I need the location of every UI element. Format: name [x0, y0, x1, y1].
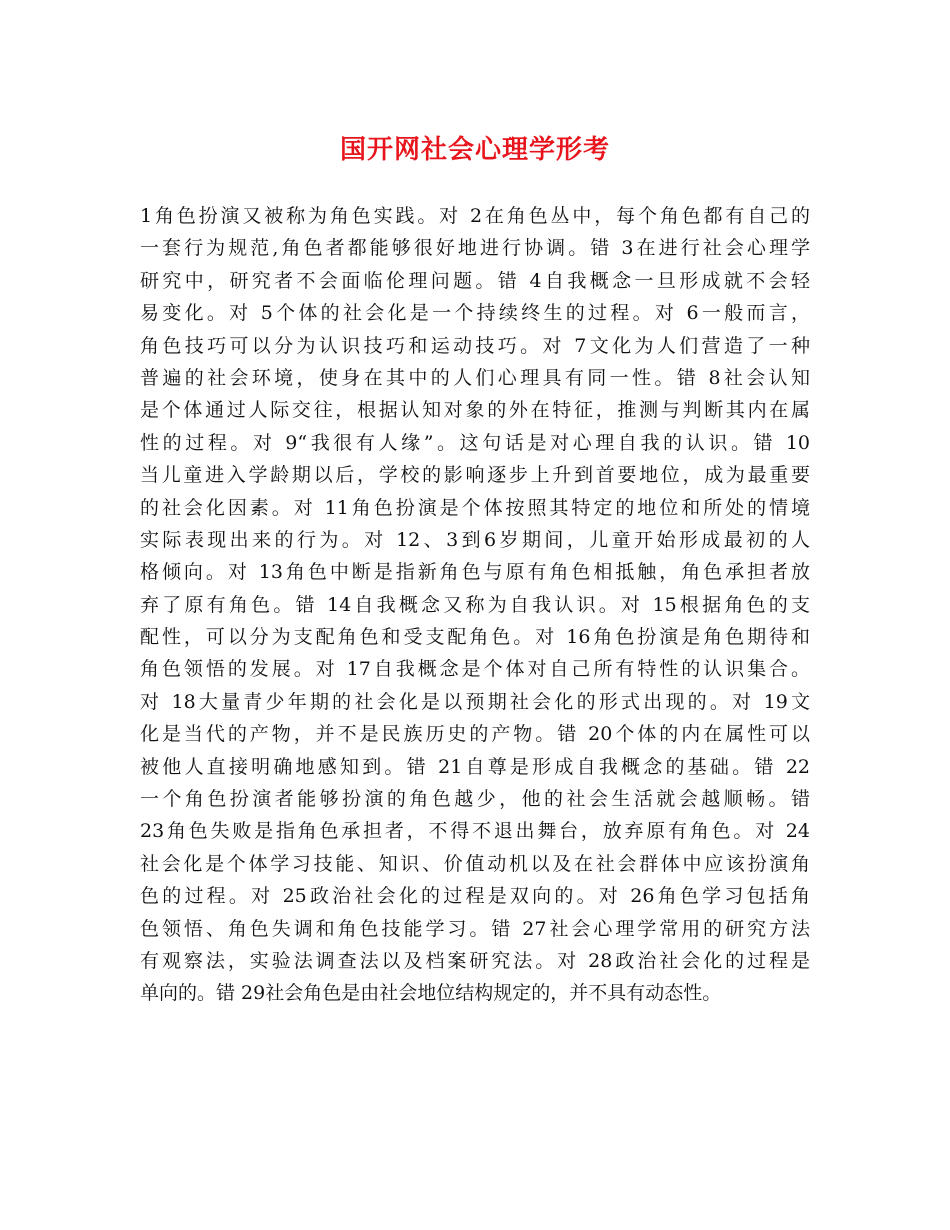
text-line: 实际表现出来的行为。对 12、3到6岁期间，儿童开始形成最初的人	[140, 528, 810, 551]
document-body	[140, 200, 810, 1010]
text-line: 是个体通过人际交往，根据认知对象的外在特征，推测与判断其内在属	[140, 399, 810, 422]
text-line: 色的过程。对 25政治社会化的过程是双向的。对 26角色学习包括角	[140, 885, 810, 908]
text-line: 配性，可以分为支配角色和受支配角色。对 16角色扮演是角色期待和	[140, 626, 810, 649]
text-line: 对 18大量青少年期的社会化是以预期社会化的形式出现的。对 19文	[140, 690, 810, 713]
text-line: 当儿童进入学龄期以后，学校的影响逐步上升到首要地位，成为最重要	[140, 464, 810, 487]
text-line: 易变化。对 5个体的社会化是一个持续终生的过程。对 6一般而言，	[140, 302, 810, 325]
text-line: 化是当代的产物，并不是民族历史的产物。错 20个体的内在属性可以	[140, 723, 810, 746]
text-line: 格倾向。对 13角色中断是指新角色与原有角色相抵触，角色承担者放	[140, 561, 810, 584]
text-line: 的社会化因素。对 11角色扮演是个体按照其特定的地位和所处的情境	[140, 496, 810, 519]
text-line: 角色技巧可以分为认识技巧和运动技巧。对 7文化为人们营造了一种	[140, 334, 810, 357]
text-line: 性的过程。对 9“我很有人缘”。这句话是对心理自我的认识。错 10	[140, 431, 810, 454]
text-line: 研究中，研究者不会面临伦理问题。错 4自我概念一旦形成就不会轻	[140, 269, 810, 292]
text-line: 一个角色扮演者能够扮演的角色越少，他的社会生活就会越顺畅。错	[140, 788, 810, 811]
text-line: 有观察法，实验法调查法以及档案研究法。对 28政治社会化的过程是	[140, 949, 810, 972]
text-line: 弃了原有角色。错 14自我概念又称为自我认识。对 15根据角色的支	[140, 593, 810, 616]
text-line: 23角色失败是指角色承担者，不得不退出舞台，放弃原有角色。对 24	[140, 820, 810, 843]
text-line: 社会化是个体学习技能、知识、价值动机以及在社会群体中应该扮演角	[140, 852, 810, 875]
text-line: 角色领悟的发展。对 17自我概念是个体对自己所有特性的认识集合。	[140, 658, 810, 681]
text-line: 色领悟、角色失调和角色技能学习。错 27社会心理学常用的研究方法	[140, 917, 810, 940]
document-title: 国开网社会心理学形考	[339, 135, 610, 165]
text-line: 1角色扮演又被称为角色实践。对 2在角色丛中，每个角色都有自己的	[140, 205, 810, 227]
text-line: 单向的。错 29社会角色是由社会地位结构规定的，并不具有动态性。	[140, 982, 722, 1005]
text-line: 被他人直接明确地感知到。错 21自尊是形成自我概念的基础。错 22	[140, 755, 810, 778]
text-line: 普遍的社会环境，使身在其中的人们心理具有同一性。错 8社会认知	[140, 366, 810, 389]
text-line: 一套行为规范,角色者都能够很好地进行协调。错 3在进行社会心理学	[140, 237, 810, 260]
